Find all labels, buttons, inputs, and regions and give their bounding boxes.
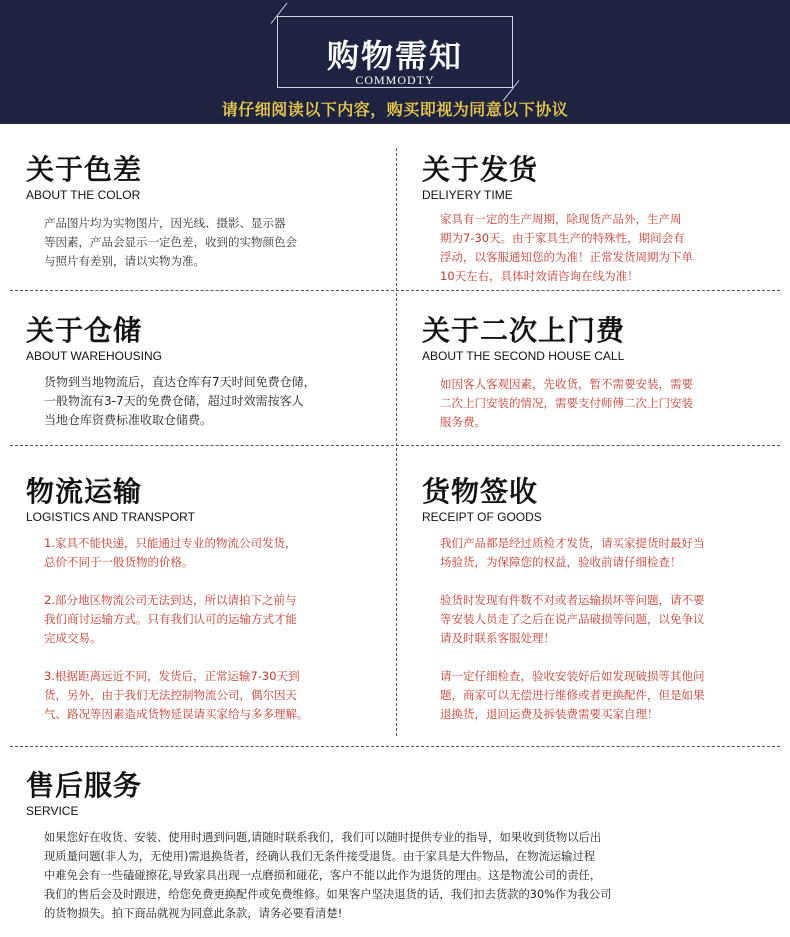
body-line: 浮动，以客服通知您的为准！正常发货周期为下单 [440, 250, 693, 264]
body-line: 如因客人客观因素，先收货，暂不需要安装，需要 [440, 377, 693, 391]
section-delivery [422, 154, 782, 286]
body-line: 气、路况等因素造成货物延误请买家给与多多理解。 [44, 707, 309, 721]
section-title: 货物签收 [422, 475, 539, 508]
body-line: 等因素，产品会显示一定色差，收到的实物颜色会 [44, 235, 297, 249]
section-en-title: ABOUT WAREHOUSING [26, 349, 163, 363]
section-second-call [422, 315, 782, 432]
body-line: 货，另外，由于我们无法控制物流公司，偶尔因天 [44, 688, 297, 702]
section-title: 关于二次上门费 [422, 314, 626, 347]
body-line: 当地仓库资费标准收取仓储费。 [44, 413, 213, 427]
page-title: 购物需知 [326, 37, 463, 75]
body-line: 题，商家可以无偿进行维修或者更换配件，但是如果 [440, 688, 705, 702]
column-divider [396, 148, 397, 736]
section-logistics [26, 476, 386, 724]
body-line: 期为7-30天。由于家具生产的特殊性，期间会有 [440, 231, 685, 245]
body-line: 验货时发现有件数不对或者运输损坏等问题，请不要 [440, 593, 705, 607]
body-line: 服务费。 [440, 415, 486, 429]
body-line: 场验货，为保障您的权益，验收前请仔细检查！ [440, 555, 682, 569]
section-title: 关于仓储 [26, 314, 143, 347]
body-line: 等安装人员走了之后在说产品破损等问题，以免争议 [440, 612, 705, 626]
body-line: 2.部分地区物流公司无法到达，所以请拍下之前与 [44, 593, 297, 607]
body-line: 中难免会有一些磕碰擦花,导致家具出现一点磨损和碰花，客户不能以此作为退货的理由。这是物流公司的责任， [44, 869, 602, 882]
section-en-title: RECEIPT OF GOODS [422, 510, 542, 524]
header-banner [0, 0, 790, 124]
body-line: 退换货，退回运费及拆装费需要买家自理！ [440, 707, 659, 721]
body-line: 一般物流有3-7天的免费仓储，超过时效需按客人 [44, 394, 304, 408]
section-warehouse [26, 315, 394, 430]
body-line: 家具有一定的生产周期，除现货产品外，生产周 [440, 212, 682, 226]
section-title: 关于色差 [26, 153, 143, 186]
body-line: 总价不同于一般货物的价格。 [44, 555, 194, 569]
section-body [26, 214, 386, 271]
section-en-title: ABOUT THE COLOR [26, 188, 141, 202]
body-line: 的货物损失。拍下商品就视为同意此条款，请务必要看清楚! [44, 907, 343, 920]
body-line: 请一定仔细检查，验收安装好后如发现破损等其他问 [440, 669, 705, 683]
body-line: 我们产品都是经过质检才发货，请买家提货时最好当 [440, 536, 705, 550]
section-en-title: SERVICE [26, 804, 79, 818]
body-line: 二次上门安装的情况，需要支付师傅二次上门安装 [440, 396, 693, 410]
body-line: 我们商讨运输方式。只有我们认可的运输方式才能 [44, 612, 297, 626]
section-body [26, 534, 386, 724]
section-en-title: LOGISTICS AND TRANSPORT [26, 510, 195, 524]
section-service [26, 770, 776, 923]
body-line: 3.根据距离远近不同，发货后，正常运输7-30天到 [44, 669, 300, 683]
body-line: 与照片有差别，请以实物为准。 [44, 254, 205, 268]
section-title: 售后服务 [26, 769, 143, 802]
section-en-title: ABOUT THE SECOND HOUSE CALL [422, 349, 625, 363]
body-line: 货物到当地物流后，直达仓库有7天时间免费仓储， [44, 375, 316, 389]
page-subtitle: COMMODTY [355, 73, 435, 87]
body-line: 如果您好在收货、安装、使用时遇到问题,请随时联系我们，我们可以随时提供专业的指导，如果收到货物以后出 [44, 831, 602, 844]
body-line: 完成交易。 [44, 631, 102, 645]
row-divider-1 [10, 290, 780, 291]
section-title: 物流运输 [26, 475, 143, 508]
body-line: 10天左右，具体时效请咨询在线为准！ [440, 269, 639, 283]
section-receipt [422, 476, 782, 724]
section-body [422, 534, 782, 724]
section-en-title: DELIYERY TIME [422, 188, 513, 202]
agreement-notice: 请仔细阅读以下内容，购买即视为同意以下协议 [221, 100, 569, 119]
section-body [422, 375, 782, 432]
body-line: 1.家具不能快递，只能通过专业的物流公司发货， [44, 536, 297, 550]
section-body [422, 210, 782, 286]
body-line: 请及时联系客服处理！ [440, 631, 555, 645]
body-line: 我们的售后会及时跟进，给您免费更换配件或免费维修。如果客户坚决退货的话，我们扣去货款的30%作为我公司 [44, 888, 612, 901]
section-title: 关于发货 [422, 153, 539, 186]
row-divider-3 [10, 746, 780, 747]
section-body [26, 828, 776, 923]
header-title-frame [277, 16, 513, 88]
section-color [26, 154, 386, 271]
section-body [26, 373, 394, 430]
body-line: 产品图片均为实物图片，因光线、摄影、显示器 [44, 216, 286, 230]
body-line: 现质量问题(非人为，无使用)需退换货者，经确认我们无条件接受退货。由于家具是大件物品，在物流运输过程 [44, 850, 596, 863]
row-divider-2 [10, 445, 780, 446]
